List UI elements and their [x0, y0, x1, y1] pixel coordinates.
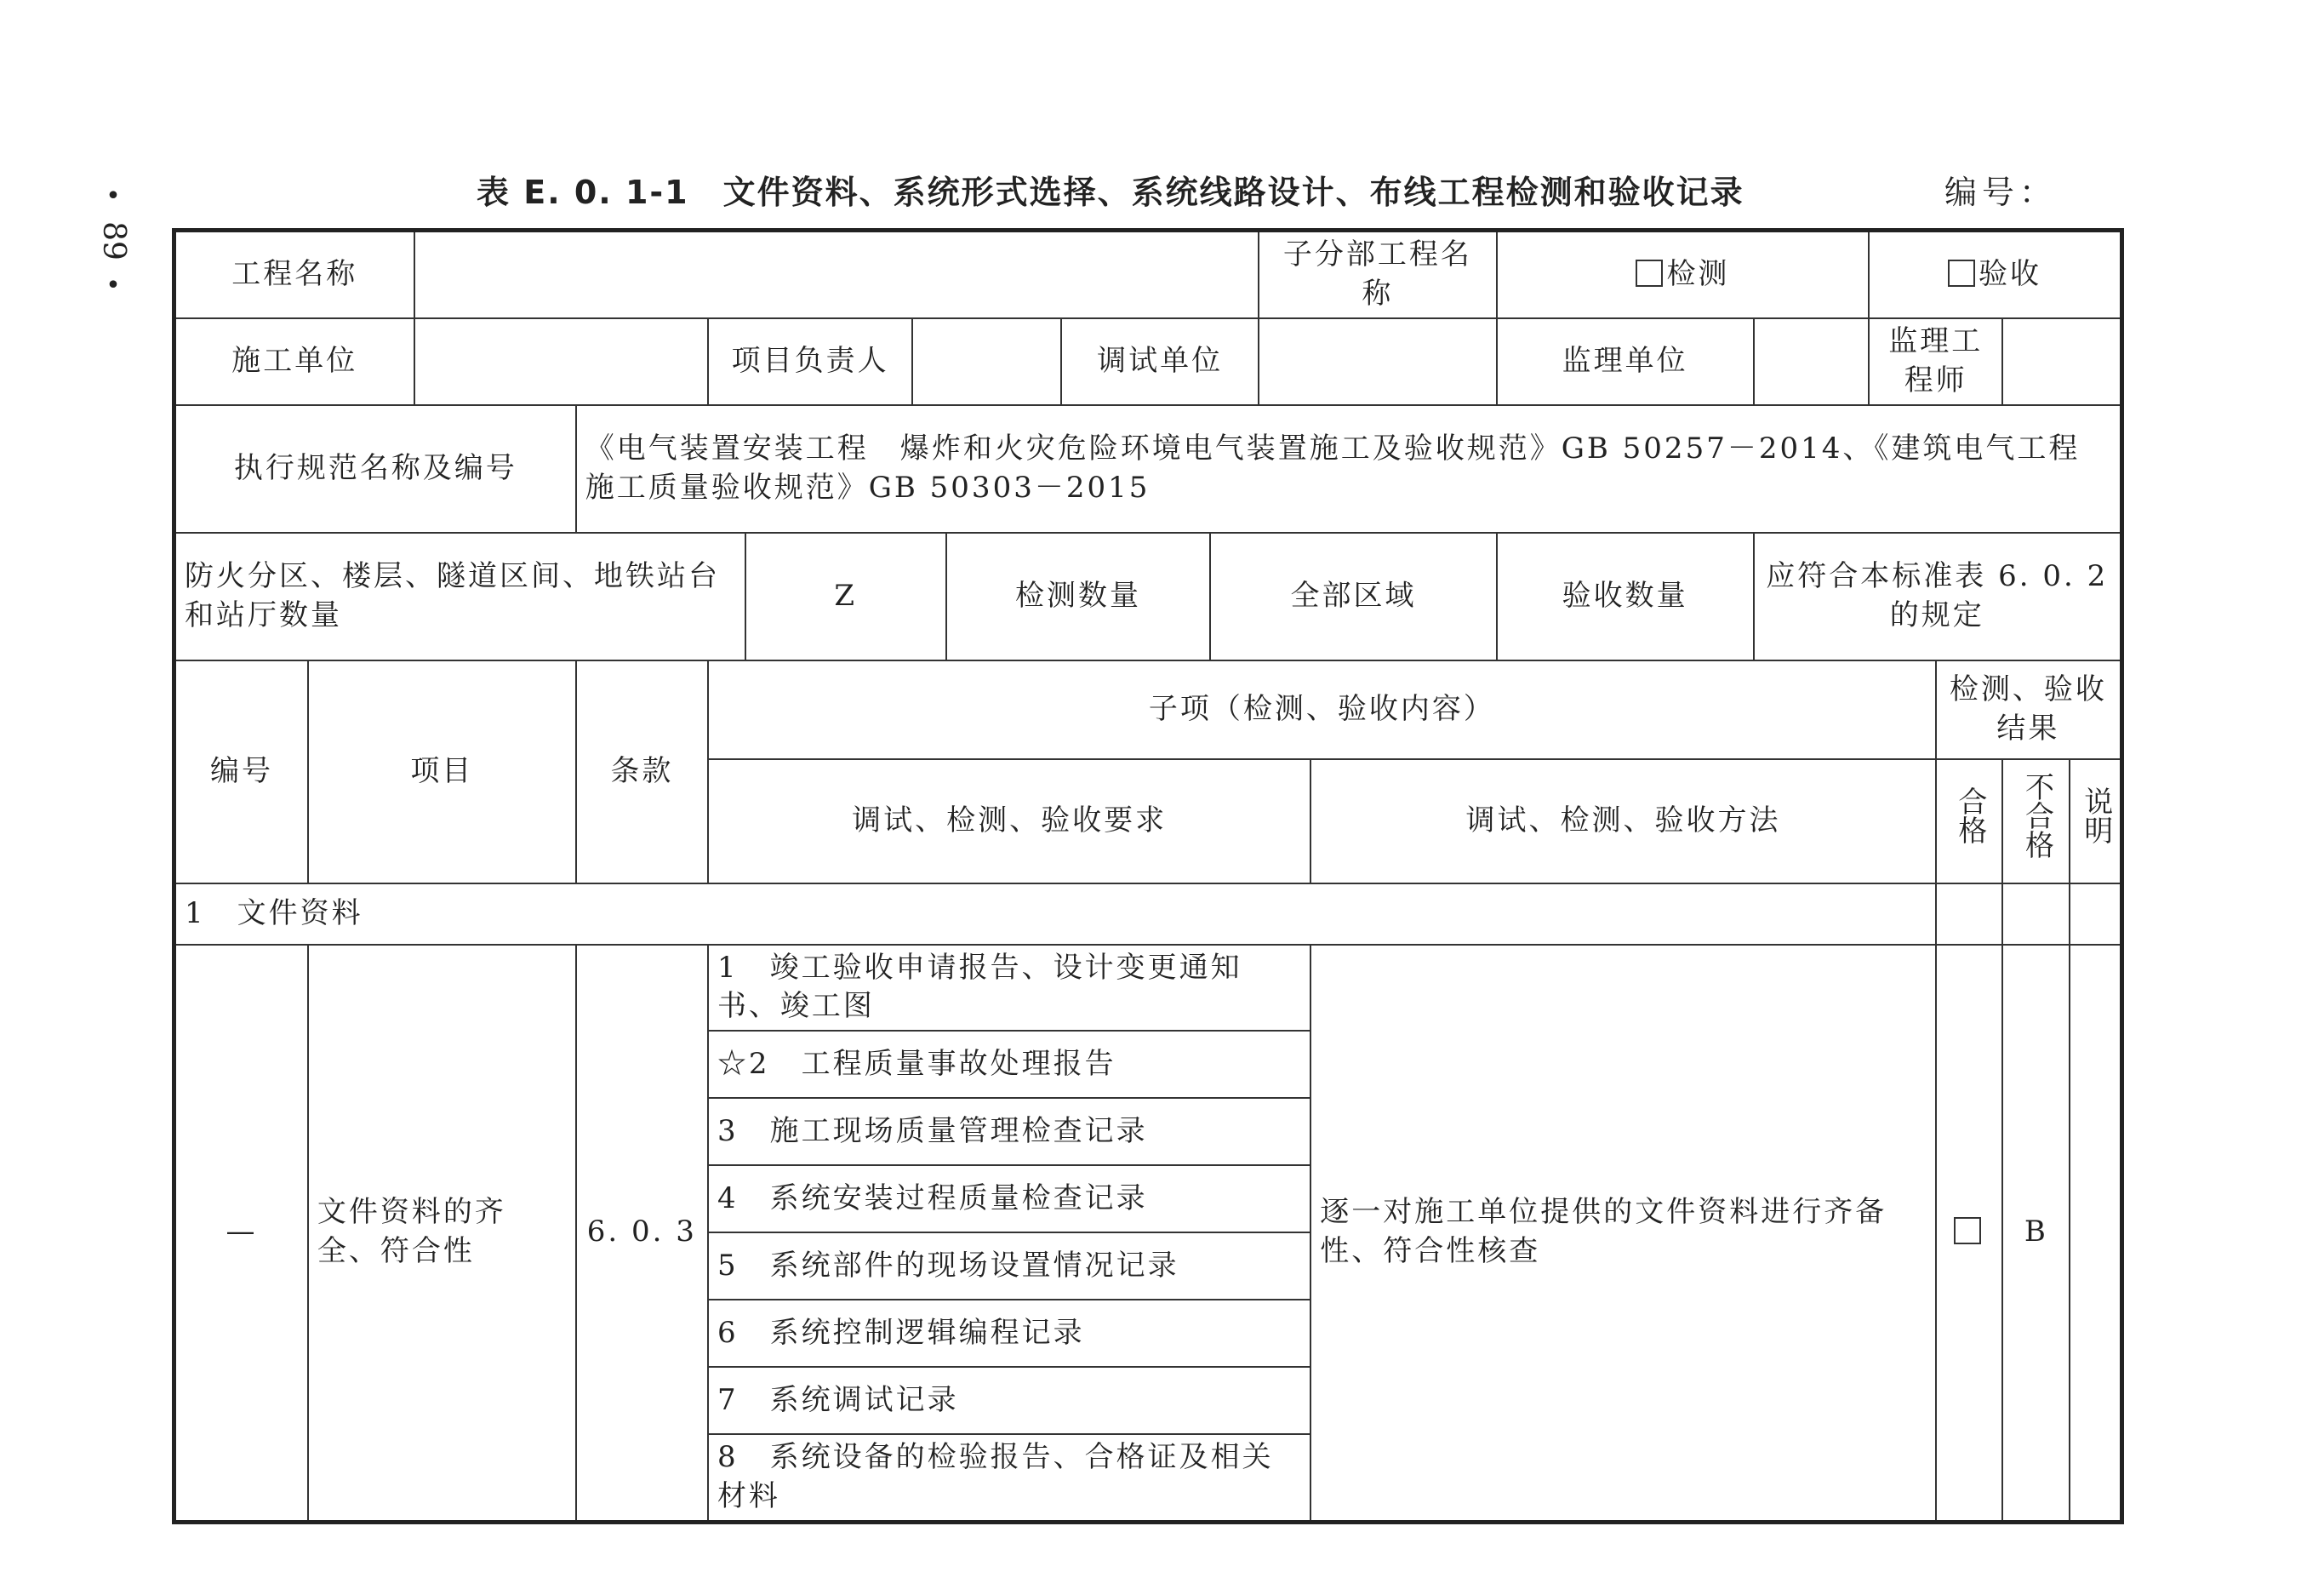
row-spec: [174, 405, 2122, 533]
accept-option-label: 验收: [1979, 256, 2042, 291]
debug-unit-label: 调试单位: [1061, 318, 1259, 405]
header-sub-item: 子项（检测、验收内容）: [708, 660, 1936, 759]
spec-label: 执行规范名称及编号: [174, 405, 576, 533]
requirement-item: ☆2 工程质量事故处理报告: [708, 1031, 1310, 1098]
spec-value: 《电气装置安装工程 爆炸和火灾危险环境电气装置施工及验收规范》GB 50257－2014、《建筑电气工程施工质量验收规范》GB 50303－2015: [576, 405, 2122, 533]
record-code-label: 编号：: [1944, 174, 2058, 211]
header-fail-cell: [2002, 759, 2070, 883]
pass-checkbox[interactable]: [1954, 1217, 1981, 1244]
header-item: 项目: [308, 660, 576, 883]
acceptance-record-table: [172, 228, 2124, 1524]
row-item: 文件资料的齐全、符合性: [308, 945, 576, 1523]
check-checkbox[interactable]: [1636, 260, 1663, 287]
header-pass-cell: [1936, 759, 2003, 883]
supervisor-unit-label: 监理单位: [1497, 318, 1754, 405]
header-method: 调试、检测、验收方法: [1310, 759, 1936, 883]
row-number: —: [174, 945, 308, 1523]
supervisor-engineer-value[interactable]: [2002, 318, 2121, 405]
manager-label: 项目负责人: [708, 318, 912, 405]
bullet-dot-top: •: [106, 181, 121, 211]
requirement-item: 3 施工现场质量管理检查记录: [708, 1098, 1310, 1165]
check-qty-label: 检测数量: [946, 533, 1210, 660]
contractor-label: 施工单位: [174, 318, 414, 405]
row-section-1: [174, 883, 2122, 945]
page-number: [92, 182, 134, 300]
zone-value: Z: [745, 533, 946, 660]
row-header-1: [174, 660, 2122, 759]
project-name-label: 工程名称: [174, 231, 414, 318]
header-clause: 条款: [576, 660, 708, 883]
header-note-cell: [2070, 759, 2121, 883]
supervisor-unit-value[interactable]: [1754, 318, 1870, 405]
table-title: 表 E. 0. 1-1 文件资料、系统形式选择、系统线路设计、布线工程检测和验收记录: [477, 174, 1744, 211]
row-fail-value: B: [2002, 945, 2070, 1523]
header-note: 说明: [2078, 786, 2113, 845]
requirement-item: 1 竣工验收申请报告、设计变更通知书、竣工图: [708, 945, 1310, 1032]
row-clause: 6. 0. 3: [576, 945, 708, 1523]
page-number-text: 89: [96, 221, 131, 260]
section-pass-cell: [1936, 883, 2003, 945]
header-requirement: 调试、检测、验收要求: [708, 759, 1310, 883]
row-pass-cell[interactable]: [1936, 945, 2003, 1523]
accept-qty-label: 验收数量: [1497, 533, 1754, 660]
check-option-label: 检测: [1666, 256, 1730, 291]
bullet-dot-bottom: •: [106, 271, 121, 300]
requirement-item: 7 系统调试记录: [708, 1367, 1310, 1434]
table-row: [174, 945, 2122, 1032]
manager-value[interactable]: [912, 318, 1061, 405]
row-method: 逐一对施工单位提供的文件资料进行齐备性、符合性核查: [1310, 945, 1936, 1523]
accept-checkbox[interactable]: [1948, 260, 1975, 287]
header-number: 编号: [174, 660, 308, 883]
requirement-item: 8 系统设备的检验报告、合格证及相关材料: [708, 1434, 1310, 1522]
header-pass: 合格: [1952, 786, 1987, 845]
row-zone: [174, 533, 2122, 660]
accept-qty-value: 应符合本标准表 6. 0. 2 的规定: [1754, 533, 2122, 660]
header-result: 检测、验收结果: [1936, 660, 2122, 759]
contractor-value[interactable]: [414, 318, 708, 405]
row-project: [174, 231, 2122, 318]
debug-unit-value[interactable]: [1259, 318, 1497, 405]
requirement-item: 5 系统部件的现场设置情况记录: [708, 1232, 1310, 1300]
check-option[interactable]: [1497, 231, 1869, 318]
requirement-item: 4 系统安装过程质量检查记录: [708, 1165, 1310, 1232]
accept-option[interactable]: [1869, 231, 2121, 318]
zone-label: 防火分区、楼层、隧道区间、地铁站台和站厅数量: [174, 533, 745, 660]
sub-project-label: 子分部工程名称: [1259, 231, 1497, 318]
section-title: 1 文件资料: [174, 883, 1936, 945]
row-units: [174, 318, 2122, 405]
supervisor-engineer-label: 监理工程师: [1869, 318, 2002, 405]
section-fail-cell: [2002, 883, 2070, 945]
requirement-item: 6 系统控制逻辑编程记录: [708, 1300, 1310, 1367]
project-name-value[interactable]: [414, 231, 1259, 318]
section-note-cell: [2070, 883, 2121, 945]
header-fail: 不合格: [2019, 772, 2054, 860]
row-note-cell[interactable]: [2070, 945, 2121, 1523]
check-qty-value: 全部区域: [1210, 533, 1497, 660]
